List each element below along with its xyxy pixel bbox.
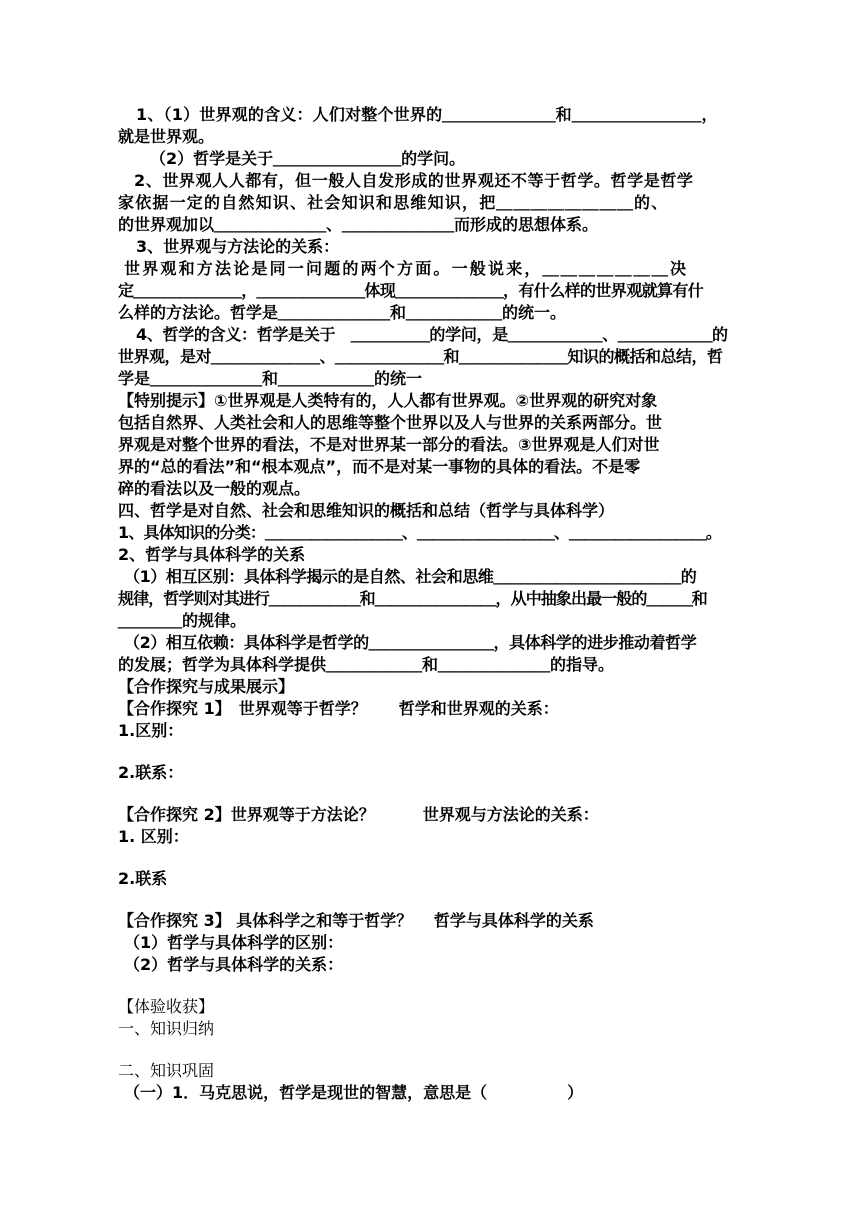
line-2: 就是世界观。 xyxy=(118,127,215,146)
line-39: 二、知识巩固 xyxy=(118,1061,215,1080)
line-36: （2）哲学与具体科学的关系： xyxy=(124,955,344,974)
line-7: 3、世界观与方法论的关系： xyxy=(136,237,340,256)
line-21: 2、哲学与具体科学的关系 xyxy=(118,545,306,564)
line-9: 定＿＿＿＿＿＿＿，＿＿＿＿＿＿＿体现＿＿＿＿＿＿＿，有什么样的世界观就算有什 xyxy=(118,281,704,300)
line-23: 规律，哲学则对其进行＿＿＿＿＿＿和＿＿＿＿＿＿＿＿，从中抽象出最一般的＿＿＿和 xyxy=(118,589,707,608)
line-24: ＿＿＿＿的规律。 xyxy=(118,611,247,630)
line-19: 四、哲学是对自然、社会和思维知识的概括和总结（哲学与具体科学） xyxy=(118,501,615,520)
line-37: 【体验收获】 xyxy=(118,997,215,1016)
line-1: 1、（1）世界观的含义：人们对整个世界的＿＿＿＿＿＿＿和＿＿＿＿＿＿＿＿， xyxy=(136,105,718,124)
line-38: 一、知识归纳 xyxy=(118,1019,215,1038)
line-15: 包括自然界、人类社会和人的思维等整个世界以及人与世界的关系两部分。世 xyxy=(118,413,663,432)
line-8: 世界观和方法论是同一问题的两个方面。一般说来，＿＿＿＿＿＿＿决 xyxy=(124,259,689,278)
line-13: 学是＿＿＿＿＿＿＿和＿＿＿＿＿＿的统一 xyxy=(118,369,423,388)
line-12: 世界观，是对＿＿＿＿＿＿＿、＿＿＿＿＿＿＿和＿＿＿＿＿＿＿知识的概括和总结，哲 xyxy=(118,347,723,366)
line-35: （1）哲学与具体科学的区别： xyxy=(124,933,344,952)
line-4: 2、世界观人人都有，但一般人自发形成的世界观还不等于哲学。哲学是哲学 xyxy=(134,171,694,190)
line-25: （2）相互依赖：具体科学是哲学的＿＿＿＿＿＿＿＿，具体科学的进步推动着哲学 xyxy=(124,633,697,652)
line-6: 的世界观加以＿＿＿＿＿＿＿、＿＿＿＿＿＿＿而形成的思想体系。 xyxy=(118,215,599,234)
line-26: 的发展；哲学为具体科学提供＿＿＿＿＿＿和＿＿＿＿＿＿＿的指导。 xyxy=(118,655,615,674)
line-3: （2）哲学是关于＿＿＿＿＿＿＿＿的学问。 xyxy=(150,149,466,168)
line-22: （1）相互区别：具体科学揭示的是自然、社会和思维＿＿＿＿＿＿＿＿＿＿＿＿的 xyxy=(124,567,697,586)
line-32: 1. 区别： xyxy=(118,827,189,846)
line-17: 界的“总的看法”和“根本观点”，而不是对某一事物的具体的看法。不是零 xyxy=(118,457,641,476)
line-20: 1、具体知识的分类：＿＿＿＿＿＿＿＿＿、＿＿＿＿＿＿＿＿＿、＿＿＿＿＿＿＿＿＿。 xyxy=(118,523,722,542)
line-27: 【合作探究与成果展示】 xyxy=(118,677,295,696)
line-16: 界观是对整个世界的看法，不是对世界某一部分的看法。③世界观是人们对世 xyxy=(118,435,660,454)
line-33: 2.联系 xyxy=(118,869,168,888)
line-11: 4、哲学的含义：哲学是关于 ＿＿＿＿＿的学问，是＿＿＿＿＿＿、＿＿＿＿＿＿的 xyxy=(136,325,728,344)
line-14: 【特别提示】①世界观是人类特有的，人人都有世界观。②世界观的研究对象 xyxy=(118,391,658,410)
line-5: 家依据一定的自然知识、社会知识和思维知识，把＿＿＿＿＿＿＿＿的、 xyxy=(118,193,669,212)
line-34: 【合作探究 3】 具体科学之和等于哲学？ 哲学与具体科学的关系 xyxy=(118,911,594,930)
line-28: 【合作探究 1】 世界观等于哲学？ 哲学和世界观的关系： xyxy=(118,699,559,718)
line-31: 【合作探究 2】世界观等于方法论？ 世界观与方法论的关系： xyxy=(118,805,599,824)
line-30: 2.联系： xyxy=(118,763,184,782)
line-40: （一）1．马克思说，哲学是现世的智慧，意思是（ ） xyxy=(124,1083,584,1102)
line-29: 1.区别： xyxy=(118,721,184,740)
line-18: 碎的看法以及一般的观点。 xyxy=(118,479,311,498)
line-10: 么样的方法论。哲学是＿＿＿＿＿＿＿和＿＿＿＿＿＿的统一。 xyxy=(118,303,567,322)
